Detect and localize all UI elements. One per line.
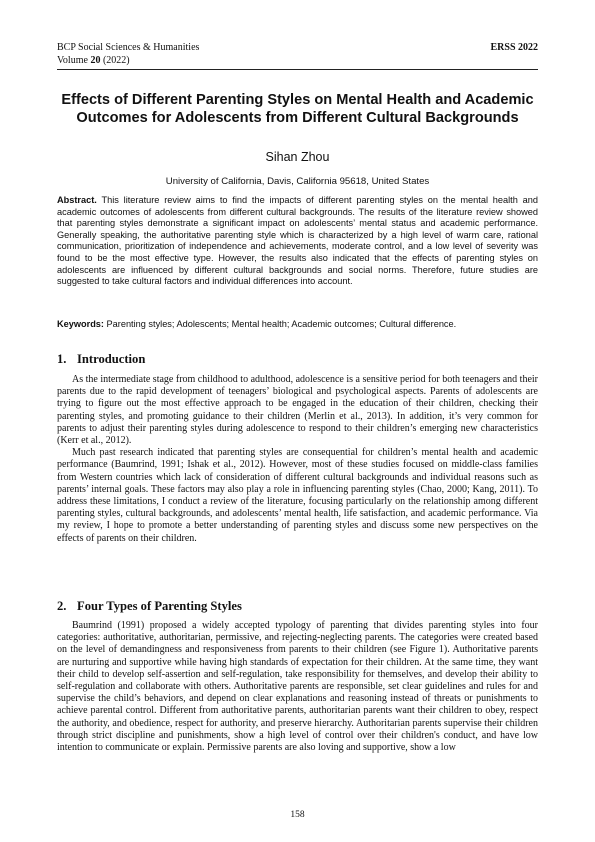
volume-year: (2022) bbox=[100, 55, 130, 66]
section-title: Introduction bbox=[77, 352, 146, 366]
paragraph: Much past research indicated that parenting styles are consequential for children’s mental health and academic performance (Baumrind, 1991; Ishak et al., 2012). However, most of these studies focused on middle-class families from Western countries which lack of consideration of different cultural backgrounds and individual reasons such as parents’ internal goals. These factors may also play a role in influencing parenting styles (Chao, 2000; Kang, 2011). To address these limitations, I conduct a review of the literature, focusing particularly on the relationship among different parenting styles, cultural backgrounds, and adolescents’ mental health, life satisfaction, and academic performance. Via my review, I hope to promote a better understanding of parenting styles and discuss some new perspectives on the effects of parents on their children. bbox=[57, 447, 538, 544]
section-number: 2. bbox=[57, 599, 67, 613]
section-heading-parenting-styles bbox=[57, 599, 538, 614]
paragraph: As the intermediate stage from childhood to adulthood, adolescence is a sensitive period for both teenagers and their parents due to the rapid development of teenagers’ biological and psychological aspects. Parents of adolescents are trying to figure out the most effective approach to be engaged in the education of their children, checking their parenting styles, and promoting guidance to their children (Merlin et al., 2013). In addition, it’s very common for parents to adjust their parenting styles during adolescence to respond to their children’s emerging new characteristics (Kerr et al., 2012). bbox=[57, 374, 538, 447]
keywords-label: Keywords: bbox=[57, 319, 104, 329]
keywords-text: Parenting styles; Adolescents; Mental health; Academic outcomes; Cultural difference. bbox=[103, 319, 457, 329]
keywords bbox=[57, 318, 538, 330]
volume-number: 20 bbox=[90, 55, 101, 66]
paper-title: Effects of Different Parenting Styles on Mental Health and Academic Outcomes for Adolescents from Different Cultural Backgrounds bbox=[61, 92, 534, 126]
section-body-introduction bbox=[57, 374, 538, 545]
section-number: 1. bbox=[57, 352, 67, 366]
author-affiliation: University of California, Davis, California 95618, United States bbox=[165, 176, 430, 187]
section-body-parenting-styles bbox=[57, 620, 538, 754]
paragraph: Baumrind (1991) proposed a widely accepted typology of parenting that divides parenting styles into four categories: authoritative, authoritarian, permissive, and rejecting-neglecting parents. The categories were created based on the level of demandingness and responsiveness from parents to their children (see Figure 1). Authoritative parents are nurturing and supportive while having high standards of expectation for their children. At the same time, they want their child to develop self-assertion and self-regulation, take responsibility for themselves, and develop their ability to self-regulation and collaborate with others. Authoritative parents are responsible, set clear guidelines and rules for and supervise the child’s behaviors, and depend on clear explanations and reasoning instead of threats or punishments to achieve parental control. Different from authoritative parents, authoritarian parents want their children to obey, respect the authority, and obedience, respect for authority, and preserve hierarchy. Authoritarian parents supervise their children through strict discipline and punishments, show a high level of control over their children's conduct, and have low intention to communicate or explain. Permissive parents are also loving and supportive, show a low bbox=[57, 620, 538, 754]
abstract-text: This literature review aims to find the impacts of different parenting styles on the mental health and academic outcomes of adolescents from different cultural backgrounds. The results of the literature review showed that parenting styles demonstrate a significant impact on adolescents’ mental status and academic performance. Generally speaking, the authoritative parenting style which is characterized by a high level of warm care, rational communication, prioritization of independence and achievements, moderate control, and a low level of severity was found to be the most effective type. However, the results also indicated that the effects of parenting styles on adolescents are influenced by different cultural backgrounds and social norms. Therefore, future studies are suggested to take cultural factors and individual differences into account. bbox=[57, 195, 538, 287]
section-heading-introduction bbox=[57, 352, 538, 367]
journal-name: BCP Social Sciences & Humanities bbox=[57, 42, 200, 53]
conference-code: ERSS 2022 bbox=[490, 42, 538, 53]
volume-prefix: Volume bbox=[57, 55, 91, 66]
volume-info bbox=[57, 55, 130, 67]
author-name: Sihan Zhou bbox=[265, 150, 330, 164]
abstract-label: Abstract. bbox=[57, 195, 97, 205]
page-number: 158 bbox=[290, 810, 305, 820]
section-title: Four Types of Parenting Styles bbox=[77, 599, 242, 613]
header-rule bbox=[57, 69, 538, 70]
abstract bbox=[57, 195, 538, 288]
